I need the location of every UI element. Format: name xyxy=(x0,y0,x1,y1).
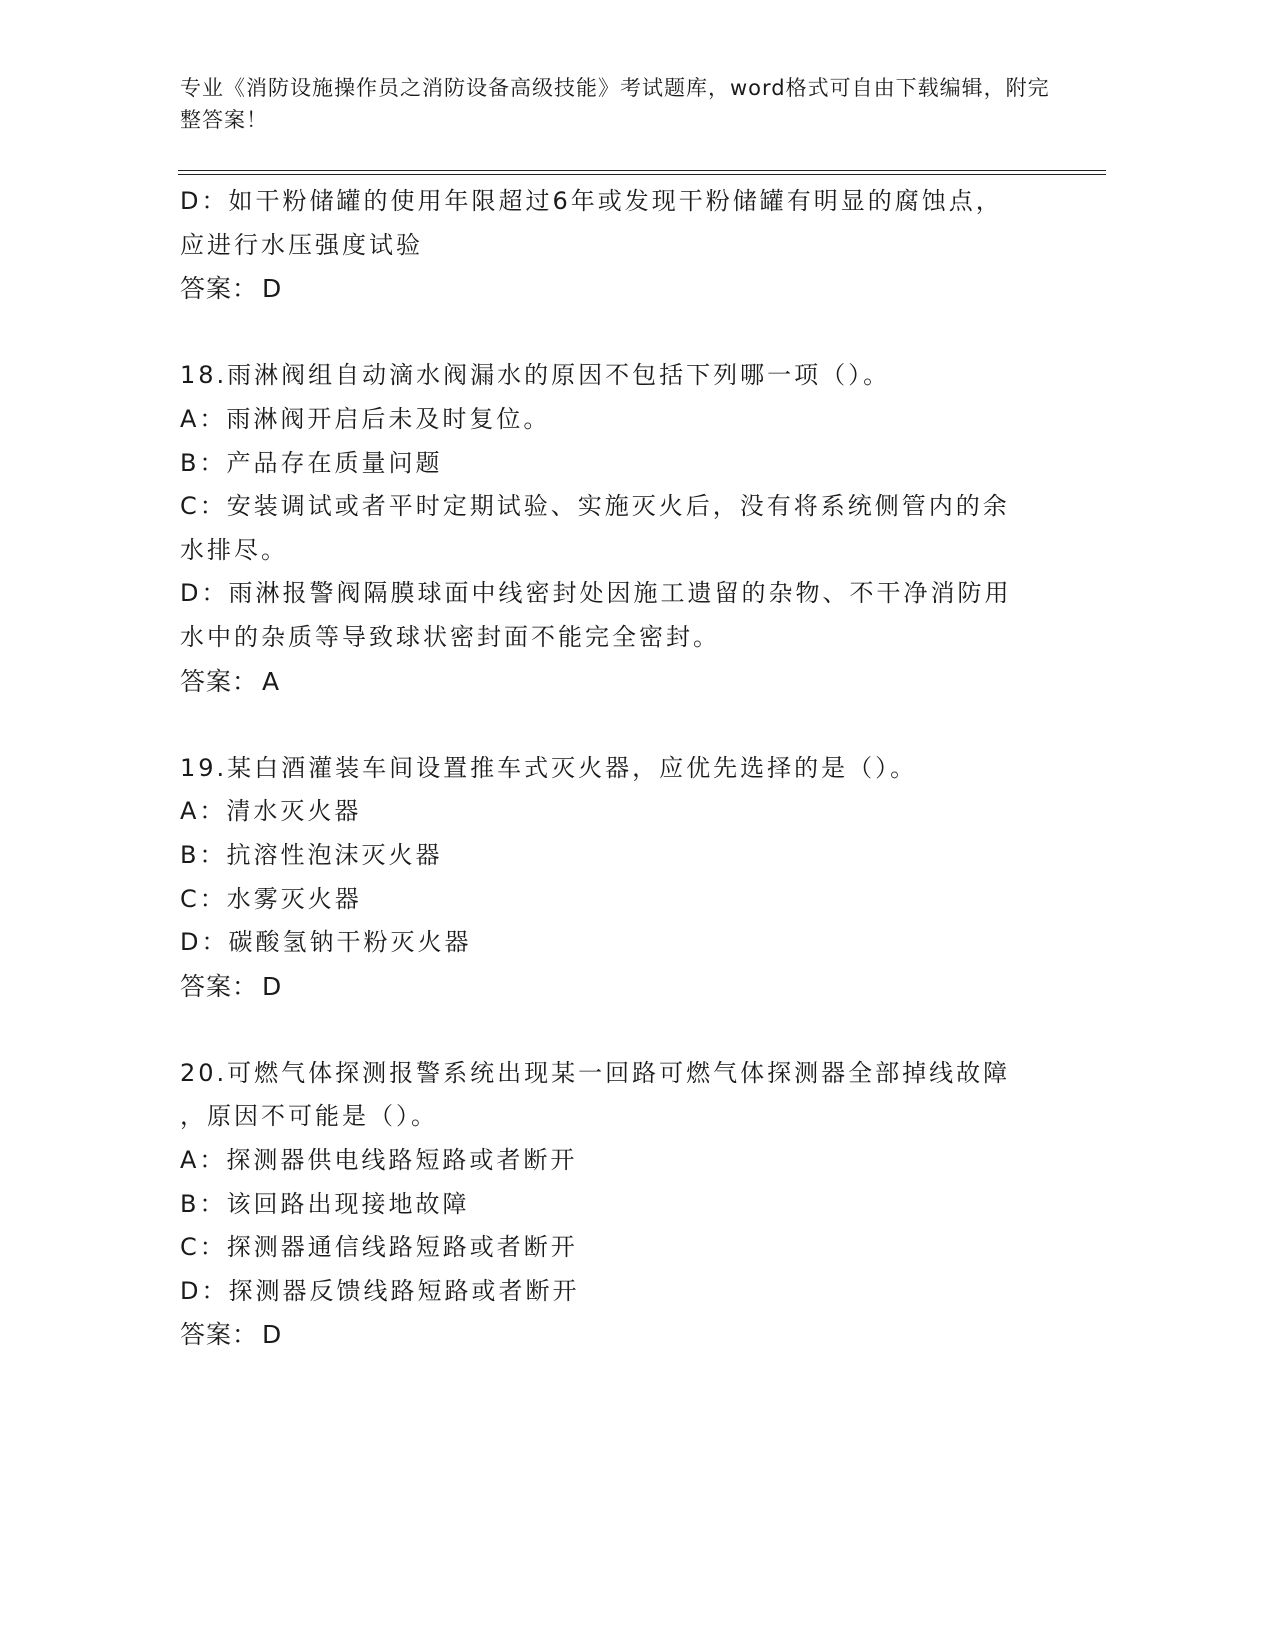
answer-label: 答案： xyxy=(180,971,259,1001)
answer-line xyxy=(180,1313,1040,1357)
answer-value: D xyxy=(262,274,283,304)
question-block xyxy=(180,354,1040,746)
answer-value: D xyxy=(262,1320,283,1350)
answer-label: 答案： xyxy=(180,666,259,696)
header-divider-top xyxy=(178,170,1106,171)
option-line: B：抗溶性泡沫灭火器 xyxy=(180,840,443,869)
question-spacer xyxy=(180,703,1040,747)
question-block xyxy=(180,747,1040,1052)
answer-value: D xyxy=(262,971,283,1001)
answer-line xyxy=(180,660,1040,704)
option-line: A：雨淋阀开启后未及时复位。 xyxy=(180,404,551,433)
option-line: D：雨淋报警阀隔膜球面中线密封处因施工遗留的杂物、不干净消防用 xyxy=(180,579,1012,608)
option-line: A：清水灭火器 xyxy=(180,797,362,826)
option-line: B：该回路出现接地故障 xyxy=(180,1189,470,1218)
header-text: 专业《消防设施操作员之消防设备高级技能》考试题库，word格式可自由下载编辑，附完整答案！ xyxy=(180,76,1050,132)
option-line: C：探测器通信线路短路或者断开 xyxy=(180,1233,578,1262)
question-stem: 18.雨淋阀组自动滴水阀漏水的原因不包括下列哪一项（）。 xyxy=(180,361,891,390)
document-header xyxy=(180,72,1050,136)
question-content xyxy=(180,180,1040,1357)
question-spacer xyxy=(180,1008,1040,1052)
header-divider-bottom xyxy=(178,174,1106,175)
question-stem: 20.可燃气体探测报警系统出现某一回路可燃气体探测器全部掉线故障 xyxy=(180,1058,1011,1087)
option-continuation: 水排尽。 xyxy=(180,535,288,564)
option-line: C：安装调试或者平时定期试验、实施灭火后，没有将系统侧管内的余 xyxy=(180,492,1010,521)
answer-label: 答案： xyxy=(180,1320,259,1350)
answer-line xyxy=(180,267,1040,311)
option-line: A：探测器供电线路短路或者断开 xyxy=(180,1146,578,1175)
option-line: B：产品存在质量问题 xyxy=(180,448,443,477)
question-stem: 19.某白酒灌装车间设置推车式灭火器，应优先选择的是（）。 xyxy=(180,753,918,782)
option-d-line: D：如干粉储罐的使用年限超过6年或发现干粉储罐有明显的腐蚀点， xyxy=(180,187,1003,215)
question-spacer xyxy=(180,311,1040,355)
option-continuation: 水中的杂质等导致球状密封面不能完全密封。 xyxy=(180,622,720,651)
answer-line xyxy=(180,965,1040,1009)
option-d-continuation: 应进行水压强度试验 xyxy=(180,230,423,259)
option-line: D：碳酸氢钠干粉灭火器 xyxy=(180,928,472,957)
answer-label: 答案： xyxy=(180,274,259,304)
question-list xyxy=(180,354,1040,1357)
question-stem: ，原因不可能是（）。 xyxy=(180,1102,438,1131)
answer-value: A xyxy=(262,666,281,696)
question-block xyxy=(180,1052,1040,1357)
option-line: C：水雾灭火器 xyxy=(180,884,362,913)
option-line: D：探测器反馈线路短路或者断开 xyxy=(180,1276,580,1305)
